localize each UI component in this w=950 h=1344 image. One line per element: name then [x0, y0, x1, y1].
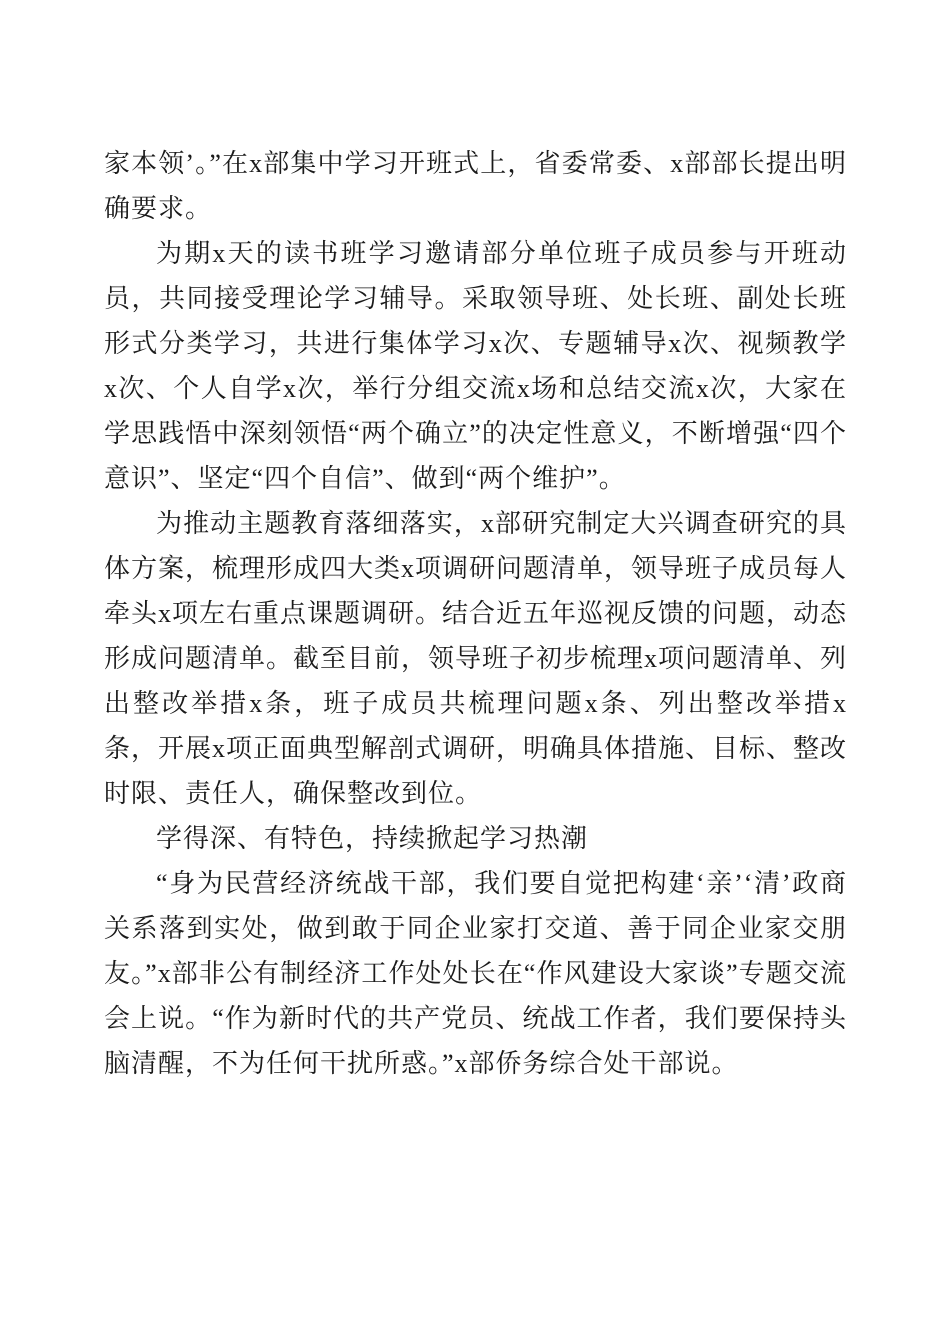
continuation-paragraph: 家本领’。”在x部集中学习开班式上，省委常委、x部部长提出明确要求。	[104, 149, 847, 223]
body-paragraph-study-class: 为期x天的读书班学习邀请部分单位班子成员参与开班动员，共同接受理论学习辅导。采取领导班、处长班、副处长班形式分类学习，共进行集体学习x次、专题辅导x次、视频教学x次、个人自学x次，举行分组交流x场和总结交流x次，大家在学思践悟中深刻领悟“两个确立”的决定性意义，不断增强“四个意识”、坚定“四个自信”、做到“两个维护”。	[104, 239, 847, 493]
body-paragraph-quotes: “身为民营经济统战干部，我们要自觉把构建‘亲’‘清’政商关系落到实处，做到敢于同企业家打交道、善于同企业家交朋友。”x部非公有制经济工作处处长在“作风建设大家谈”专题交流会上说。“作为新时代的共产党员、统战工作者，我们要保持头脑清醒，不为任何干扰所惑。”x部侨务综合处干部说。	[104, 869, 847, 1078]
document-text-block	[104, 141, 847, 1086]
section-subheading: 学得深、有特色，持续掀起学习热潮	[156, 824, 589, 853]
body-paragraph-research-plan: 为推动主题教育落细落实，x部研究制定大兴调查研究的具体方案，梳理形成四大类x项调研问题清单，领导班子成员每人牵头x项左右重点课题调研。结合近五年巡视反馈的问题，动态形成问题清单。截至目前，领导班子初步梳理x项问题清单、列出整改举措x条，班子成员共梳理问题x条、列出整改举措x条，开展x项正面典型解剖式调研，明确具体措施、目标、整改时限、责任人，确保整改到位。	[104, 509, 848, 808]
